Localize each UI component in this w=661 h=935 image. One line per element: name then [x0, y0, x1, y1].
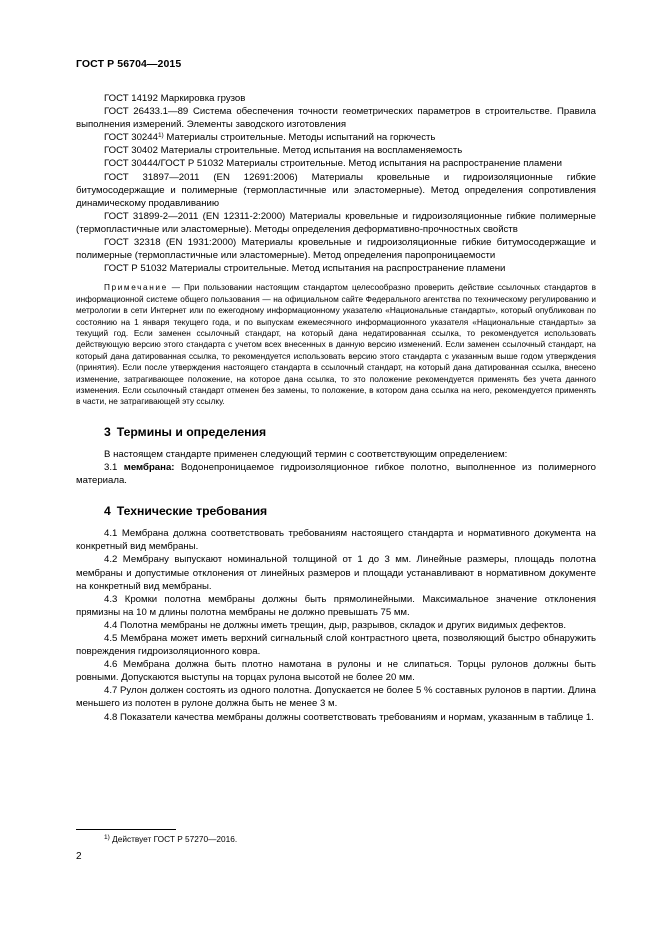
- document-header: ГОСТ Р 56704—2015: [76, 58, 182, 70]
- requirement-item: 4.1 Мембрана должна соответствовать требованиям настоящего стандарта и нормативного документа на конкретный вид мембраны.: [76, 528, 596, 553]
- term-definition: [76, 461, 596, 487]
- requirement-item: 4.3 Кромки полотна мембраны должны быть прямолинейными. Максимальное значение отклонения прямизны на 10 м длины полотна мембраны не должно превышать 75 мм.: [76, 593, 596, 618]
- reference-item: [76, 131, 596, 144]
- footnote-marker: 1): [104, 834, 110, 841]
- reference-item: ГОСТ 31897—2011 (EN 12691:2006) Материалы кровельные и гидроизоляционные гибкие битумосодержащие и полимерные (термопластичные или эластомерные). Метод определения сопротивления динамическому продавливанию: [76, 171, 596, 209]
- requirement-item: 4.7 Рулон должен состоять из одного полотна. Допускается не более 5 % составных рулонов в партии. Длина меньшего из полотен в рулоне должна быть не менее 3 м.: [76, 685, 596, 710]
- requirement-item: 4.2 Мембрану выпускают номинальной толщиной от 1 до 3 мм. Линейные размеры, площадь полотна мембраны и допустимые отклонения от линейных размеров и площади устанавливают в нормативном документе на конкретный вид мембраны.: [76, 554, 596, 592]
- reference-code: ГОСТ 30244: [104, 132, 158, 144]
- footnote-marker: 1): [157, 132, 164, 140]
- section-3-intro: В настоящем стандарте применен следующий термин с соответствующим определением:: [104, 448, 508, 460]
- requirement-item: 4.5 Мембрана может иметь верхний сигнальный слой контрастного цвета, позволяющий быстро обнаружить повреждения гидроизоляционного ковра.: [76, 633, 596, 658]
- term-name: мембрана:: [123, 461, 175, 473]
- document-body: [76, 92, 596, 724]
- reference-item: ГОСТ 14192 Маркировка грузов: [104, 93, 246, 104]
- section-number: 4: [104, 504, 111, 519]
- term-number: 3.1: [104, 461, 118, 473]
- note-label: Примечание: [104, 283, 168, 293]
- footnote: [104, 834, 237, 844]
- reference-item: ГОСТ Р 51032 Материалы строительные. Метод испытания на распространение пламени: [104, 263, 506, 275]
- reference-item: ГОСТ 26433.1—89 Система обеспечения точности геометрических параметров в строительстве. Правила выполнения измерений. Элементы заводского изготовления: [76, 106, 596, 131]
- section-4-heading: [104, 505, 596, 518]
- reference-item: ГОСТ 30402 Материалы строительные. Метод испытания на воспламеняемость: [104, 145, 463, 157]
- section-title: Термины и определения: [116, 424, 267, 439]
- requirements-list: [76, 527, 596, 723]
- footnote-text: Действует ГОСТ Р 57270—2016.: [109, 834, 238, 844]
- section-number: 3: [104, 424, 111, 439]
- requirement-item: 4.8 Показатели качества мембраны должны соответствовать требованиям и нормам, указанным в таблице 1.: [104, 711, 594, 723]
- note-text: — При пользовании настоящим стандартом целесообразно проверить действие ссылочных стандартов в информационной системе общего пользования — на официальном сайте Федерального агентства по техническому регулированию и метрологии в сети Интернет или по ежегодному информационному указателю «Национальные стандарты», который опубликован по состоянию на 1 января текущего года, и по выпускам ежемесячного информационного указателя «Национальные стандарты» за текущий год. Если заменен ссылочный стандарт, на который дана недатированная ссылка, то рекомендуется использовать действующую версию этого стандарта с учетом всех внесенных в данную версию изменений. Если заменен ссылочный стандарт, на который дана датированная ссылка, то рекомендуется использовать версию этого стандарта с указанным выше годом утверждения (принятия). Если после утверждения настоящего стандарта в ссылочный стандарт, на который дана датированная ссылка, внесено изменение, затрагивающее положение, на которое дана ссылка, то это положение рекомендуется применять без учета данного изменения. Если ссылочный стандарт отменен без замены, то положение, в котором дана ссылка на него, рекомендуется применять в части, не затрагивающей эту ссылку.: [76, 283, 596, 407]
- term-text: Водонепроницаемое гидроизоляционное гибкое полотно, выполненное из полимерного материала.: [76, 461, 597, 487]
- note-paragraph: [76, 282, 596, 407]
- section-title: Технические требования: [116, 504, 268, 519]
- reference-item: ГОСТ 30444/ГОСТ Р 51032 Материалы строительные. Метод испытания на распространение пламени: [104, 158, 562, 170]
- references-list: [76, 92, 596, 275]
- reference-item: ГОСТ 31899-2—2011 (EN 12311-2:2000) Материалы кровельные и гидроизоляционные гибкие полимерные (термопластичные или эластомерные). Методы определения деформативно-прочностных свойств: [76, 210, 596, 235]
- requirement-item: 4.6 Мембрана должна быть плотно намотана в рулоны и не слипаться. Торцы рулонов должны быть ровными. Допускаются выступы на торцах рулона высотой не более 20 мм.: [76, 659, 596, 684]
- reference-title: Материалы строительные. Методы испытаний на горючесть: [163, 132, 436, 144]
- reference-item: ГОСТ 32318 (EN 1931:2000) Материалы кровельные и гидроизоляционные гибкие битумосодержащие и полимерные (термопластичные или эластомерные). Метод определения паропроницаемости: [76, 237, 596, 262]
- page-number: 2: [76, 851, 82, 862]
- section-3-heading: [104, 426, 596, 439]
- footnote-divider: [76, 829, 176, 830]
- requirement-item: 4.4 Полотна мембраны не должны иметь трещин, дыр, разрывов, складок и других видимых дефектов.: [104, 619, 566, 631]
